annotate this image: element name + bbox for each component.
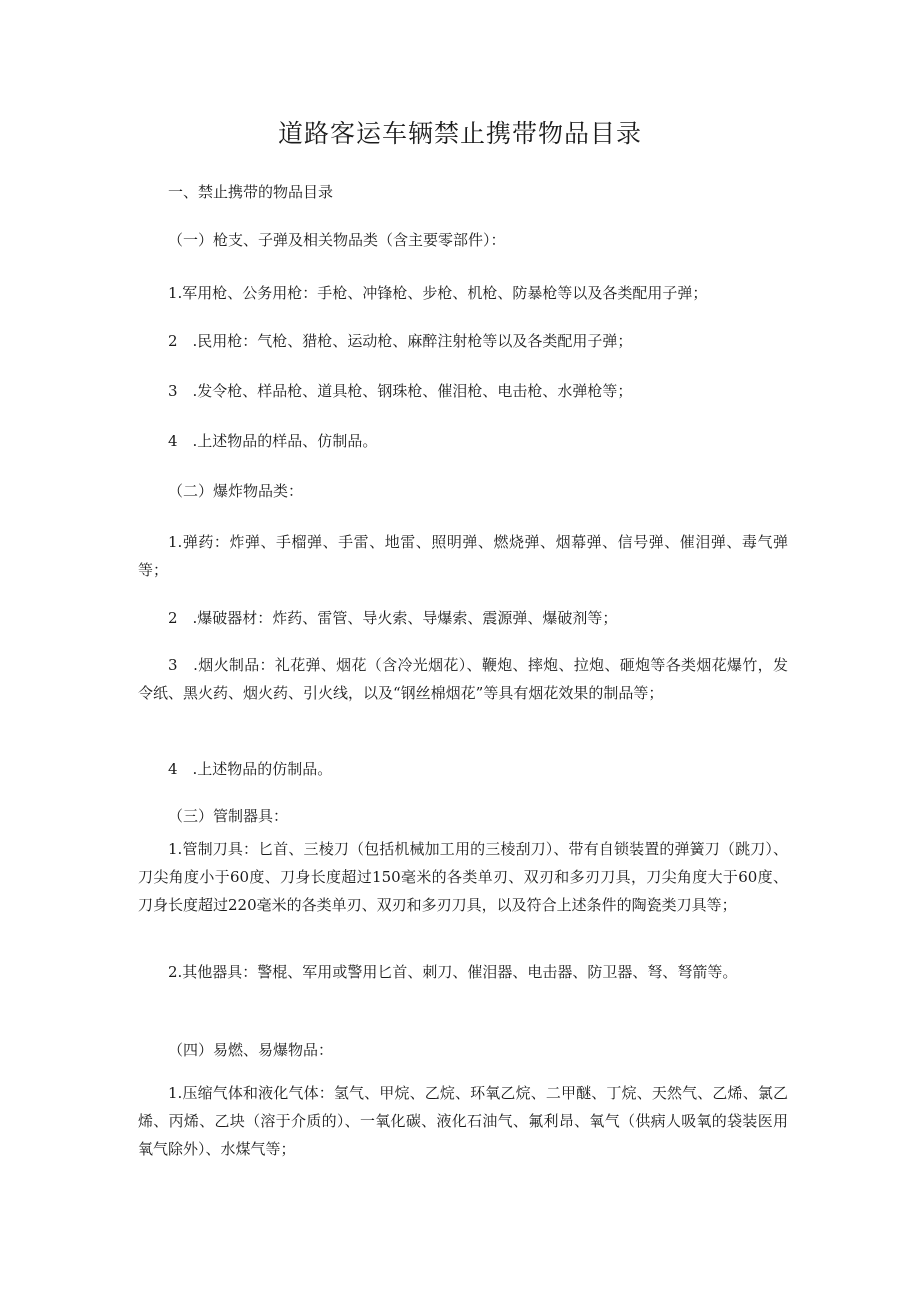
list-item: 1.压缩气体和液化气体：氢气、甲烷、乙烷、环氧乙烷、二甲醚、丁烷、天然气、乙烯、氯乙烯、丙烯、乙块（溶于介质的）、一氧化碳、液化石油气、氟利昂、氧气（供病人吸氧的袋装医用氧气除外）、水煤气等； — [138, 1084, 788, 1158]
category-heading: （四）易燃、易爆物品： — [168, 1041, 334, 1059]
category-heading: （三）管制器具： — [168, 807, 289, 825]
list-item: 2 .民用枪：气枪、猎枪、运动枪、麻醉注射枪等以及各类配用子弹； — [168, 332, 633, 350]
list-item: 4 .上述物品的样品、仿制品。 — [168, 432, 378, 450]
list-item: 2 .爆破器材：炸药、雷管、导火索、导爆索、震源弹、爆破剂等； — [168, 609, 618, 627]
list-item: 4 .上述物品的仿制品。 — [168, 760, 333, 778]
list-item: 1.弹药：炸弹、手榴弹、手雷、地雷、照明弹、燃烧弹、烟幕弹、信号弹、催泪弹、毒气弹等； — [138, 533, 788, 579]
section-heading: 一、禁止携带的物品目录 — [168, 183, 334, 201]
document-title: 道路客运车辆禁止携带物品目录 — [277, 119, 642, 148]
list-item: 1.军用枪、公务用枪：手枪、冲锋枪、步枪、机枪、防暴枪等以及各类配用子弹； — [168, 284, 708, 302]
list-item: 1.管制刀具：匕首、三棱刀（包括机械加工用的三棱刮刀）、带有自锁装置的弹簧刀（跳刀）、刀尖角度小于60度、刀身长度超过150毫米的各类单刃、双刃和多刃刀具，刀尖角度大于60度、刀身长度超过220毫米的各类单刃、双刃和多刃刀具，以及符合上述条件的陶瓷类刀具等； — [138, 840, 788, 914]
category-heading: （二）爆炸物品类： — [168, 482, 304, 500]
list-item: 2.其他器具：警棍、军用或警用匕首、刺刀、催泪器、电击器、防卫器、弩、弩箭等。 — [168, 963, 738, 981]
category-heading: （一）枪支、子弹及相关物品类（含主要零部件）： — [168, 231, 506, 249]
list-item: 3 .发令枪、样品枪、道具枪、钢珠枪、催泪枪、电击枪、水弹枪等； — [168, 382, 633, 400]
list-item: 3 .烟火制品：礼花弹、烟花（含冷光烟花）、鞭炮、摔炮、拉炮、砸炮等各类烟花爆竹，发令纸、黑火药、烟火药、引火线，以及“钢丝棉烟花”等具有烟花效果的制品等； — [138, 656, 788, 702]
